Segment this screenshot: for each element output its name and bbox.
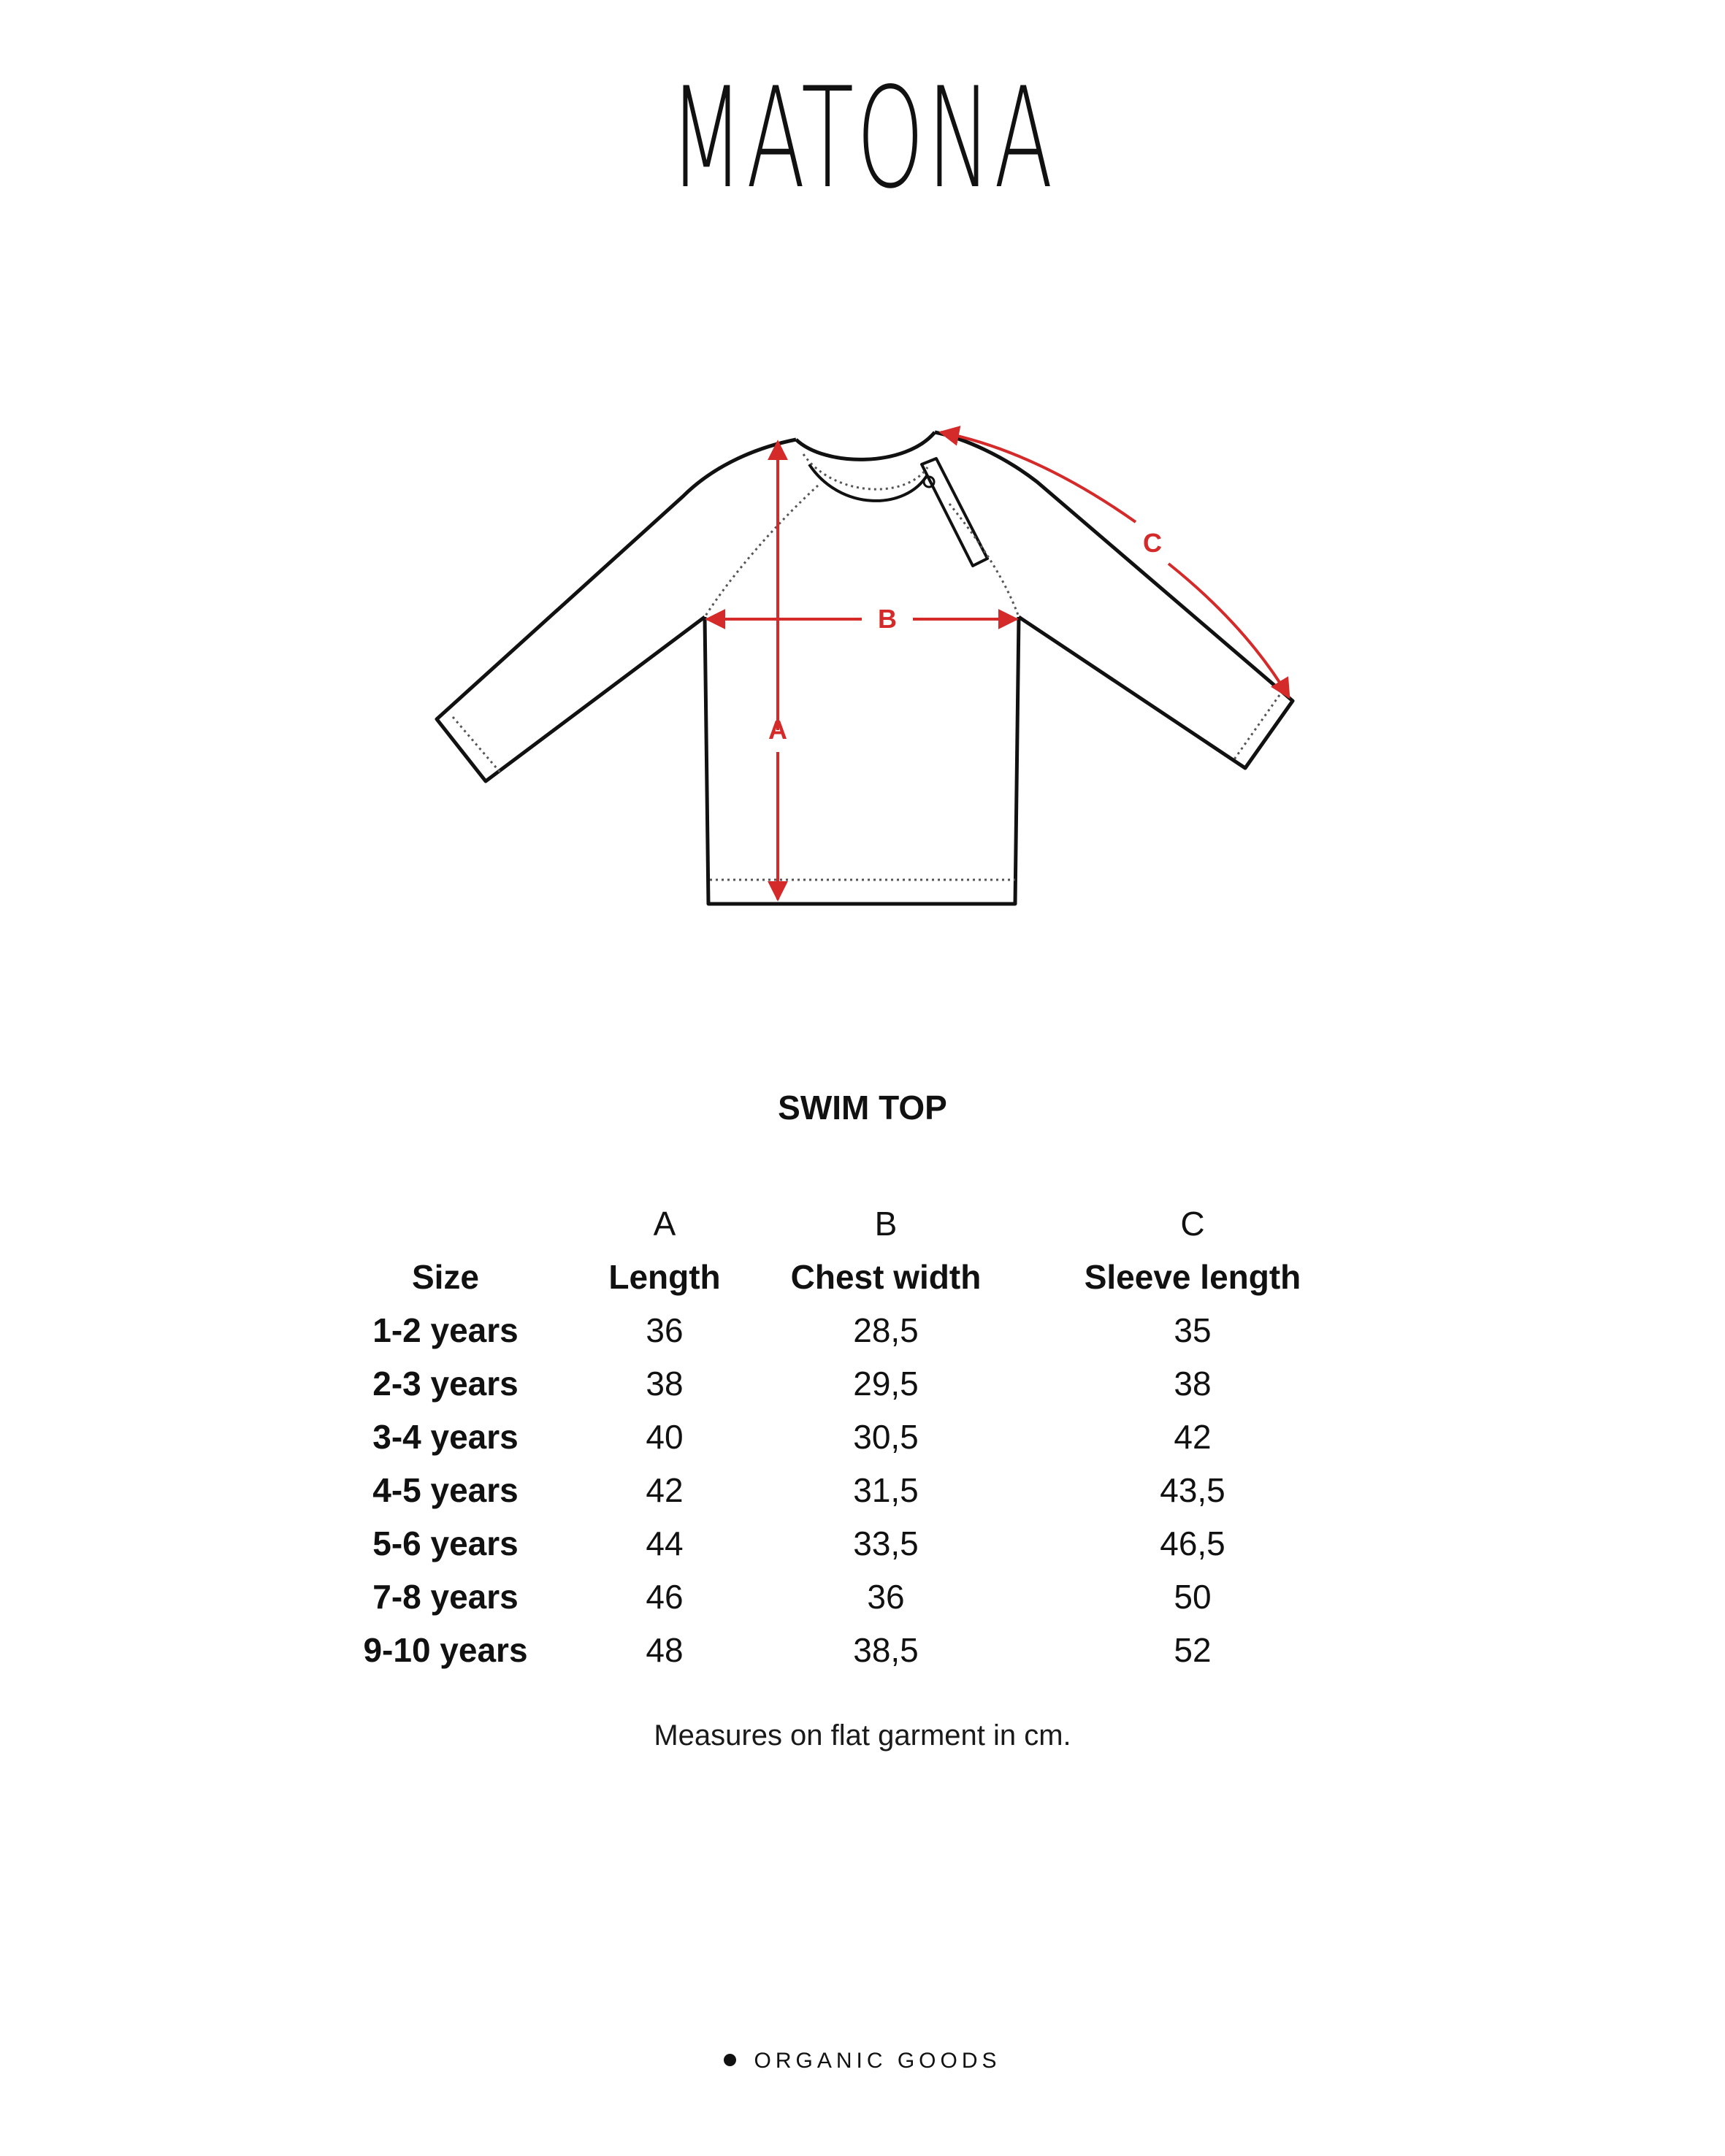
header-sleeve-length: Sleeve length <box>1084 1258 1301 1296</box>
brand-logo: MATONA <box>669 58 1056 219</box>
letter-b: B <box>874 1205 898 1243</box>
cell-length: 40 <box>646 1418 684 1456</box>
cell-chest-width: 30,5 <box>853 1418 919 1456</box>
cell-length: 44 <box>646 1524 684 1562</box>
cell-sleeve-length: 52 <box>1174 1631 1212 1669</box>
size-chart-table <box>336 1197 1388 1677</box>
table-row <box>336 1517 1388 1570</box>
zipper <box>922 459 987 566</box>
bullet-icon <box>724 2054 736 2066</box>
measure-c-arrow-top <box>941 432 1136 522</box>
swim-top-outline <box>437 432 1293 904</box>
garment-body <box>705 617 1019 904</box>
cell-chest-width: 38,5 <box>853 1631 919 1669</box>
product-title: SWIM TOP <box>778 1089 947 1127</box>
footer-text: ORGANIC GOODS <box>754 2049 1001 2073</box>
cell-length: 36 <box>646 1311 684 1349</box>
measure-c-label: C <box>1143 528 1162 558</box>
cell-size: 7-8 years <box>372 1578 519 1616</box>
table-row <box>336 1411 1388 1464</box>
cell-sleeve-length: 35 <box>1174 1311 1212 1349</box>
cell-chest-width: 28,5 <box>853 1311 919 1349</box>
header-size: Size <box>411 1258 480 1296</box>
table-row <box>336 1624 1388 1677</box>
header-chest-width: Chest width <box>790 1258 982 1296</box>
cell-length: 48 <box>646 1631 684 1669</box>
stitching <box>453 454 1280 880</box>
cell-chest-width: 33,5 <box>853 1524 919 1562</box>
right-sleeve <box>935 432 1293 768</box>
cell-sleeve-length: 42 <box>1174 1418 1212 1456</box>
table-row <box>336 1357 1388 1411</box>
table-row <box>336 1304 1388 1357</box>
cell-size: 9-10 years <box>363 1631 528 1669</box>
letter-c: C <box>1180 1205 1205 1243</box>
cell-sleeve-length: 38 <box>1174 1365 1212 1403</box>
cell-chest-width: 29,5 <box>853 1365 919 1403</box>
measure-a-label: A <box>768 715 787 745</box>
measurements <box>707 432 1289 899</box>
cell-size: 4-5 years <box>372 1471 519 1509</box>
cell-chest-width: 31,5 <box>853 1471 919 1509</box>
cell-length: 42 <box>646 1471 684 1509</box>
garment-diagram <box>0 0 1725 949</box>
cell-sleeve-length: 50 <box>1174 1578 1212 1616</box>
cell-length: 46 <box>646 1578 684 1616</box>
cell-length: 38 <box>646 1365 684 1403</box>
header-length: Length <box>608 1258 721 1296</box>
cell-size: 3-4 years <box>372 1418 519 1456</box>
footer <box>0 2049 1725 2073</box>
left-sleeve <box>437 440 796 781</box>
table-row <box>336 1464 1388 1517</box>
measurement-note: Measures on flat garment in cm. <box>654 1719 1071 1752</box>
neckline <box>796 432 935 459</box>
measure-c-arrow-bottom <box>1169 564 1289 697</box>
measure-b-label: B <box>878 604 897 634</box>
cell-size: 2-3 years <box>372 1365 519 1403</box>
cell-size: 5-6 years <box>372 1524 519 1562</box>
letter-size <box>336 1197 555 1251</box>
table-letter-row <box>336 1197 1388 1251</box>
cell-sleeve-length: 43,5 <box>1160 1471 1225 1509</box>
cell-chest-width: 36 <box>867 1578 905 1616</box>
cell-size: 1-2 years <box>372 1311 519 1349</box>
cell-sleeve-length: 46,5 <box>1160 1524 1225 1562</box>
table-row <box>336 1570 1388 1624</box>
letter-a: A <box>653 1205 676 1243</box>
table-header-row <box>336 1251 1388 1304</box>
